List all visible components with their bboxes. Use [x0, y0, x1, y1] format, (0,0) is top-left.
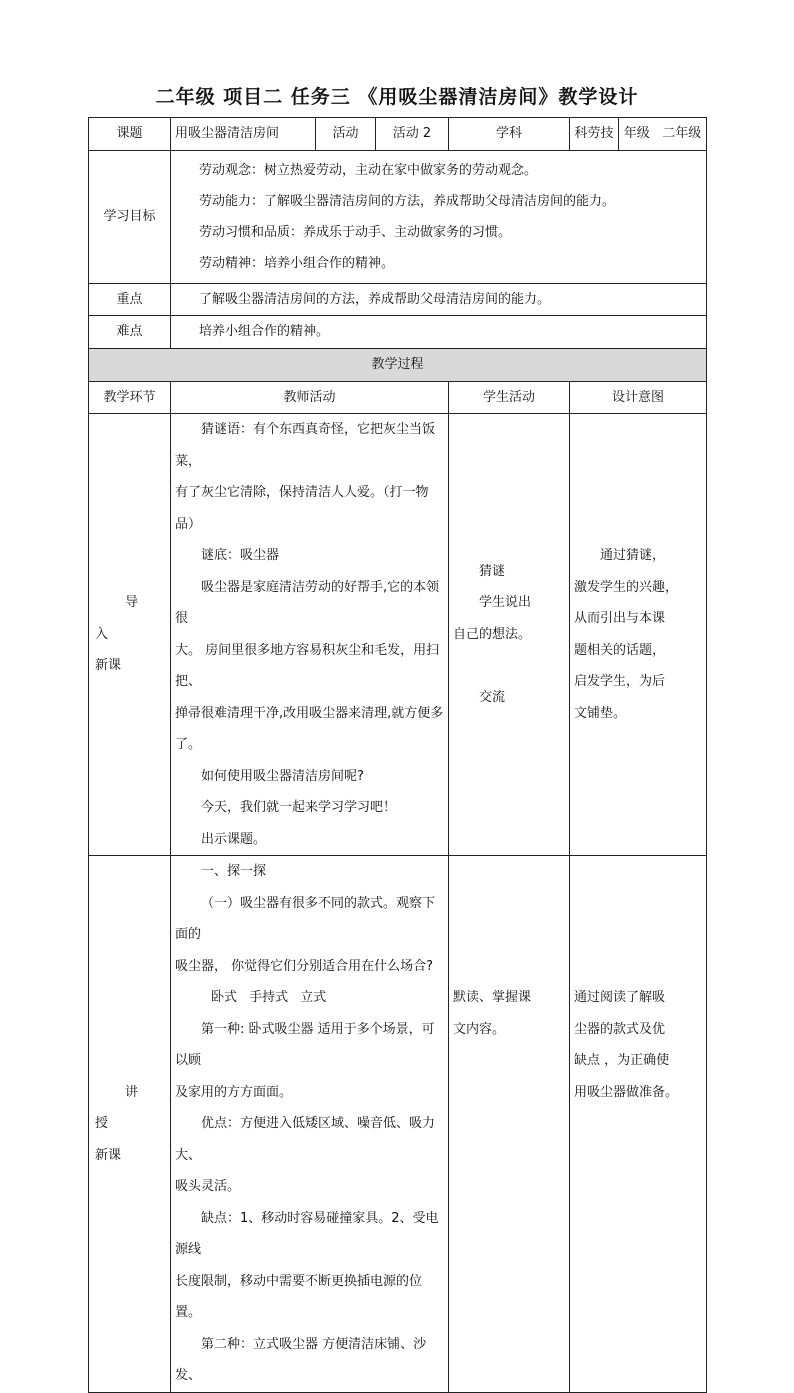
subject-value: 科劳技 — [570, 118, 619, 151]
intro-student-line: 交流 — [479, 689, 506, 705]
lecture-stage — [89, 856, 171, 1393]
topic-value: 用吸尘器清洁房间 — [171, 118, 316, 151]
lecture-teacher-line: 及家用的方方面面。 — [175, 1084, 293, 1100]
intro-teacher-line: 出示课题。 — [201, 831, 267, 847]
process-title: 教学过程 — [89, 348, 707, 381]
difficulty-label: 难点 — [89, 316, 171, 349]
lecture-stage-line2: 新课 — [95, 1147, 122, 1163]
intro-design-line: 启发学生，为后 — [574, 674, 666, 689]
intro-student-line: 学生说出 — [479, 595, 532, 611]
lecture-teacher-line: （一）吸尘器有很多不同的款式。观察下面的 — [175, 895, 436, 942]
intro-teacher-line: 吸尘器是家庭清洁劳动的好帮手,它的本领很 — [175, 579, 440, 626]
intro-teacher-activity — [171, 414, 449, 856]
lecture-teacher-line: 缺点：1、移动时容易碰撞家具。2、受电源线 — [175, 1210, 439, 1257]
intro-student-line: 自己的想法。 — [453, 626, 532, 642]
col-student-header: 学生活动 — [449, 381, 570, 414]
intro-row — [89, 414, 707, 856]
lecture-teacher-line: 第二种：立式吸尘器 方便清洁床铺、沙发、 — [175, 1336, 427, 1383]
lecture-student-activity — [449, 856, 570, 1393]
intro-teacher-line: 如何使用吸尘器清洁房间呢? — [201, 768, 364, 784]
objective-item: 劳动观念：树立热爱劳动，主动在家中做家务的劳动观念。 — [199, 162, 538, 178]
lecture-design-line: 通过阅读了解吸 — [574, 990, 666, 1005]
objectives-label: 学习目标 — [89, 150, 171, 283]
header-row — [89, 118, 707, 151]
intro-stage-line1: 导 入 — [95, 595, 145, 642]
col-teacher-header: 教师活动 — [171, 381, 449, 414]
process-header-row — [89, 381, 707, 414]
intro-design-line: 激发学生的兴趣， — [574, 579, 679, 595]
intro-teacher-line: 谜底：吸尘器 — [201, 548, 280, 563]
intro-teacher-line: 了。 — [175, 737, 202, 752]
objective-item: 劳动能力：了解吸尘器清洁房间的方法，养成帮助父母清洁房间的能力。 — [199, 193, 616, 209]
lecture-teacher-line: 卧式 手持式 立式 — [211, 990, 327, 1005]
key-point-label: 重点 — [89, 283, 171, 316]
lecture-teacher-line: 吸尘器， 你觉得它们分别适合用在什么场合? — [175, 958, 434, 974]
lecture-design-intent — [570, 856, 707, 1393]
grade-label: 年级 — [623, 126, 650, 141]
objectives-row — [89, 150, 707, 283]
activity-value: 活动 2 — [376, 118, 449, 151]
lecture-teacher-line: 第一种: 卧式吸尘器 适用于多个场景，可以顾 — [175, 1021, 435, 1068]
intro-teacher-line: 大。 房间里很多地方容易积灰尘和毛发，用扫把、 — [175, 642, 440, 689]
lecture-student-line: 默读、掌握课 — [453, 990, 532, 1005]
lecture-teacher-line: 优点：方便进入低矮区域、噪音低、吸力大、 — [175, 1116, 436, 1163]
intro-design-line: 题相关的话题， — [574, 642, 666, 658]
grade-cell — [619, 118, 707, 151]
difficulty-row — [89, 316, 707, 349]
topic-label: 课题 — [89, 118, 171, 151]
key-point-text: 了解吸尘器清洁房间的方法，养成帮助父母清洁房间的能力。 — [171, 283, 707, 316]
subject-label: 学科 — [449, 118, 570, 151]
intro-design-line: 从而引出与本课 — [574, 611, 666, 626]
intro-stage — [89, 414, 171, 856]
lecture-teacher-line: 长度限制，移动中需要不断更换插电源的位置。 — [175, 1273, 423, 1320]
intro-design-line: 通过猜谜， — [600, 548, 666, 563]
document-title: 二年级 项目二 任务三 《用吸尘器清洁房间》教学设计 — [155, 86, 639, 108]
intro-teacher-line: 猜谜语：有个东西真奇怪，它把灰尘当饭菜， — [175, 422, 436, 469]
intro-student-activity — [449, 414, 570, 856]
objective-item: 劳动精神：培养小组合作的精神。 — [199, 255, 395, 271]
col-design-header: 设计意图 — [570, 381, 707, 414]
lecture-design-line: 缺点 ，为正确使 — [574, 1053, 670, 1068]
intro-teacher-line: 今天，我们就一起来学习学习吧！ — [201, 800, 397, 815]
lecture-teacher-activity — [171, 856, 449, 1393]
intro-design-intent — [570, 414, 707, 856]
intro-teacher-line: 有了灰尘它清除，保持清洁人人爱。（打一物品） — [175, 485, 429, 532]
activity-label: 活动 — [316, 118, 376, 151]
intro-student-line — [453, 650, 565, 682]
intro-stage-line2: 新课 — [95, 658, 122, 674]
process-title-row — [89, 348, 707, 381]
lecture-row — [89, 856, 707, 1393]
objectives-list — [171, 150, 707, 283]
objective-item: 劳动习惯和品质：养成乐于动手、主动做家务的习惯。 — [199, 224, 512, 240]
grade-value: 二年级 — [662, 126, 702, 141]
lecture-teacher-line: 一、探一探 — [201, 864, 267, 879]
key-point-row — [89, 283, 707, 316]
lecture-design-line: 用吸尘器做准备。 — [574, 1084, 679, 1100]
lecture-teacher-line: 吸头灵活。 — [175, 1179, 241, 1194]
lecture-design-line: 尘器的款式及优 — [574, 1021, 666, 1037]
intro-teacher-line: 掸帚很难清理干净,改用吸尘器来清理,就方便多 — [175, 705, 444, 721]
lecture-stage-line1: 讲 授 — [95, 1084, 145, 1131]
difficulty-text: 培养小组合作的精神。 — [171, 316, 707, 349]
intro-design-line: 文铺垫。 — [574, 705, 627, 721]
lecture-student-line: 文内容。 — [453, 1021, 506, 1037]
lesson-plan-table — [88, 117, 707, 1393]
col-stage-header: 教学环节 — [89, 381, 171, 414]
intro-student-line: 猜谜 — [479, 563, 506, 579]
